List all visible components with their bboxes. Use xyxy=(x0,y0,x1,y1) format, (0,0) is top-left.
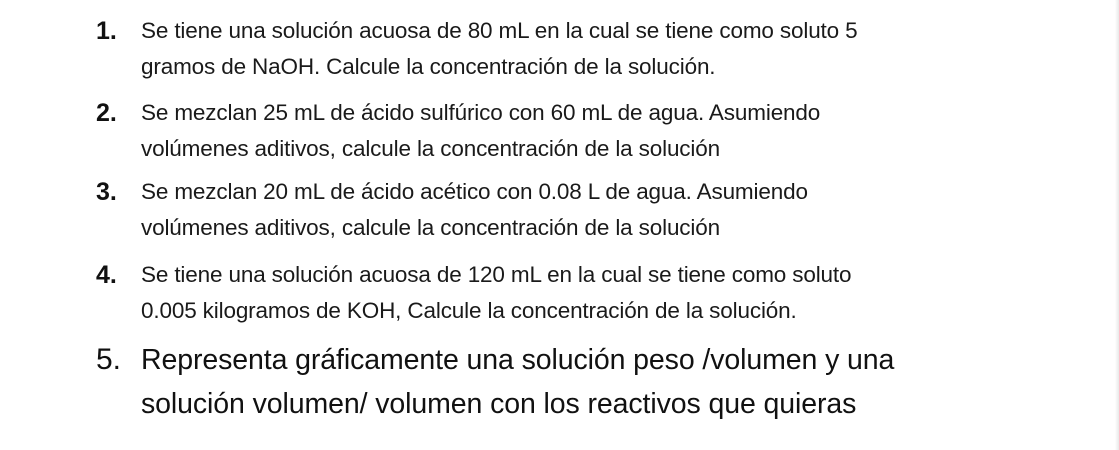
item-text-line: gramos de NaOH. Calcule la concentración de la solución. xyxy=(141,54,716,79)
page-edge-shadow xyxy=(1115,0,1119,450)
item-text-line: solución volumen/ volumen con los reactivos que quieras xyxy=(141,388,857,420)
item-number: 1. xyxy=(96,17,117,45)
item-number: 3. xyxy=(96,178,117,206)
item-number: 2. xyxy=(96,99,117,127)
item-number: 5. xyxy=(96,343,122,376)
item-text-line: Se tiene una solución acuosa de 120 mL en la cual se tiene como soluto xyxy=(141,262,852,287)
item-number: 4. xyxy=(96,261,117,289)
item-text-line: 0.005 kilogramos de KOH, Calcule la concentración de la solución. xyxy=(141,298,797,323)
item-text-line: Se tiene una solución acuosa de 80 mL en la cual se tiene como soluto 5 xyxy=(141,18,858,43)
item-text-line: Se mezclan 25 mL de ácido sulfúrico con 60 mL de agua. Asumiendo xyxy=(141,100,821,125)
item-text-line: Representa gráficamente una solución peso /volumen y una xyxy=(141,344,895,376)
item-text-line: volúmenes aditivos, calcule la concentración de la solución xyxy=(141,215,720,240)
item-text-line: Se mezclan 20 mL de ácido acético con 0.08 L de agua. Asumiendo xyxy=(141,179,808,204)
item-text-line: volúmenes aditivos, calcule la concentración de la solución xyxy=(141,136,720,161)
